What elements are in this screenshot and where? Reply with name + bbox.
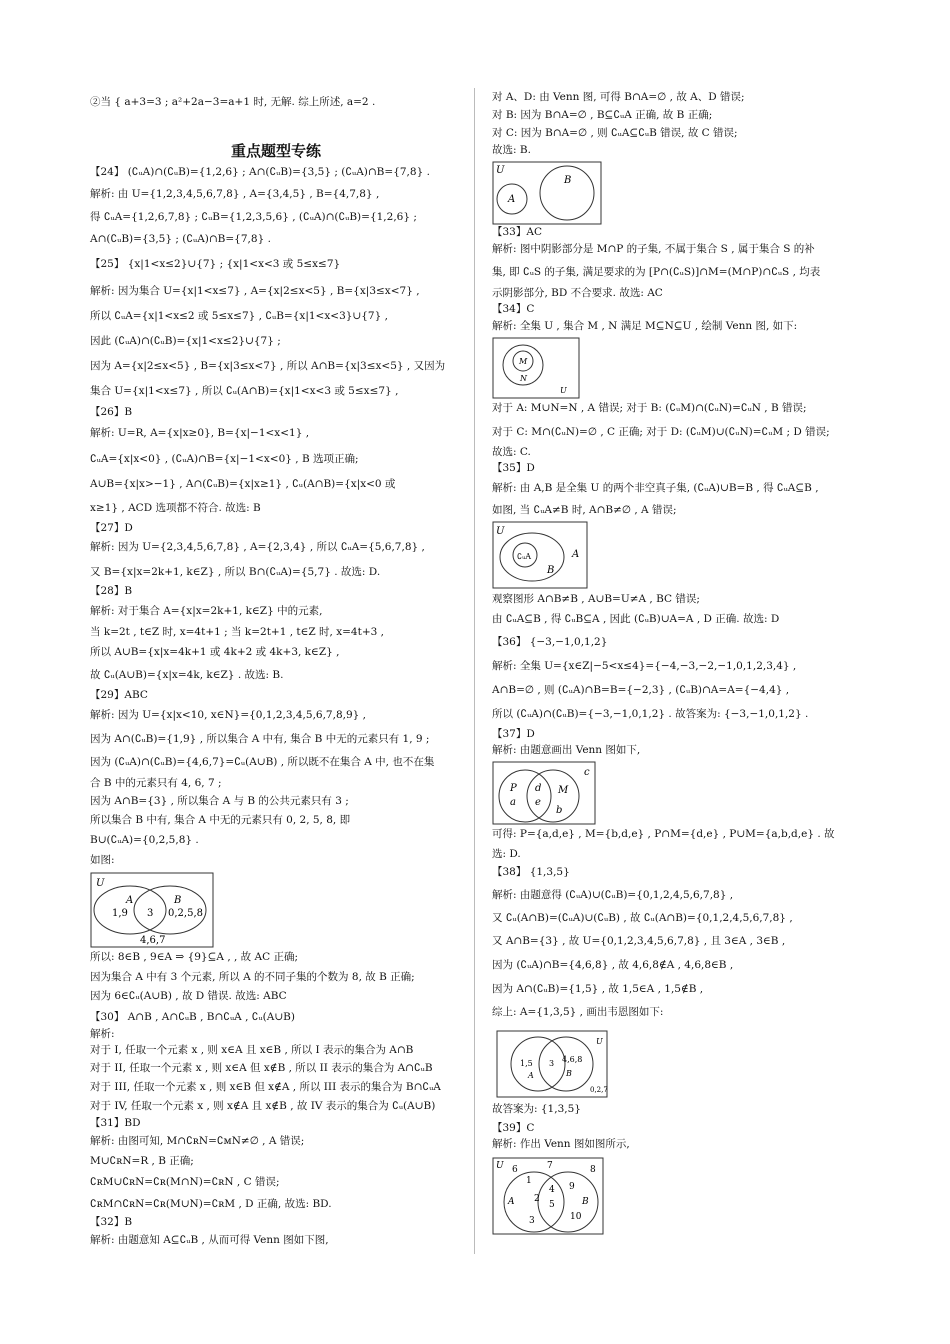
text-line: 因为 (∁ᵤA)∩B={4,6,8} , 故 4,6,8∉A , 4,6,8∈B , xyxy=(492,959,734,971)
text-line: 因为 A∩B={3} , 所以集合 A 与 B 的公共元素只有 3 ; xyxy=(90,795,349,807)
text-line: 解析: 因为 U={2,3,4,5,6,7,8} , A={2,3,4} , 所以 ∁ᵤA={5,6,7,8} , xyxy=(90,541,425,553)
venn37-m-label: M xyxy=(558,785,569,796)
text-line: A∩(∁ᵤB)={3,5} ; (∁ᵤA)∩B={7,8} . xyxy=(90,233,271,245)
venn-diagram-29 xyxy=(90,872,214,948)
text-line: 因为 A∩(∁ᵤB)={1,9} , 所以集合 A 中有, 集合 B 中无的元素只有 1, 9 ; xyxy=(90,733,430,745)
text-line: M∪∁ʀN=R , B 正确; xyxy=(90,1155,194,1167)
venn39-num-5: 5 xyxy=(549,1200,555,1210)
text-line: 对 A、D: 由 Venn 图, 可得 B∩A=∅ , 故 A、D 错误; xyxy=(492,91,745,103)
venn37-c-label: c xyxy=(584,767,590,778)
text-line: 【32】B xyxy=(90,1216,133,1228)
venn39-num-8: 8 xyxy=(590,1165,596,1175)
text-line: 所以集合 B 中有, 集合 A 中无的元素只有 0, 2, 5, 8, 即 xyxy=(90,814,351,826)
text-line: 解析: 由图可知, M∩∁ʀN=∁ᴍN≠∅ , A 错误; xyxy=(90,1135,305,1147)
text-line: 故 ∁ᵤ(A∪B)={x|x=4k, k∈Z} . 故选: B. xyxy=(90,669,284,681)
venn34-m-label: M xyxy=(519,357,528,366)
text-line: ②当 { a+3=3 ; a²+2a−3=a+1 时, 无解. 综上所述, a=2 . xyxy=(90,96,376,108)
venn-diagram-37 xyxy=(492,761,596,825)
text-line: 所以 ∁ᵤA={x|1<x≤2 或 5≤x≤7} , ∁ᵤB={x|1<x<3}∪{7} , xyxy=(90,310,388,322)
text-line: 因为 6∈∁ᵤ(A∪B) , 故 D 错误. 故选: ABC xyxy=(90,990,287,1002)
text-line: 因为集合 A 中有 3 个元素, 所以 A 的不同子集的个数为 8, 故 B 正确; xyxy=(90,971,415,983)
venn39-num-6: 6 xyxy=(512,1165,518,1175)
venn35-complement-a-label: ∁ᵤA xyxy=(517,552,532,561)
text-line: 所以 (∁ᵤA)∩(∁ᵤB)={−3,−1,0,1,2} . 故答案为: {−3,−1,0,1,2} . xyxy=(492,708,809,720)
text-line: 解析: 全集 U , 集合 M , N 满足 M⊆N⊆U , 绘制 Venn 图, 如下: xyxy=(492,320,798,332)
venn38-a-label: A xyxy=(528,1071,534,1080)
text-line: 解析: xyxy=(90,1028,115,1040)
text-line: 所以: 8∈B , 9∈A ⇒ {9}⊆A , , 故 AC 正确; xyxy=(90,951,299,963)
text-line: 【36】 {−3,−1,0,1,2} xyxy=(492,636,608,648)
venn37-e-label: e xyxy=(535,797,541,808)
venn38-u-label: U xyxy=(596,1037,603,1046)
text-line: 对于 A: M∪N=N , A 错误; 对于 B: (∁ᵤM)∩(∁ᵤN)=∁ᵤN , B 错误; xyxy=(492,402,807,414)
text-line: 【38】 {1,3,5} xyxy=(492,866,570,878)
venn38-intersection: 3 xyxy=(549,1059,555,1068)
text-line: 对 C: 因为 B∩A=∅ , 则 ∁ᵤA⊆∁ᵤB 错误, 故 C 错误; xyxy=(492,127,738,139)
venn29-b-only: 0,2,5,8 xyxy=(168,908,203,919)
text-line: 故答案为: {1,3,5} xyxy=(492,1103,581,1115)
venn32-a-label: A xyxy=(508,194,516,205)
venn38-a-only: 1,5 xyxy=(520,1059,533,1068)
venn37-d-label: d xyxy=(535,783,542,794)
venn39-num-4: 4 xyxy=(549,1185,555,1195)
text-line: 【26】B xyxy=(90,406,133,418)
venn38-b-only: 4,6,8 xyxy=(562,1055,583,1064)
venn38-b-label: B xyxy=(566,1069,572,1078)
venn35-b-label: B xyxy=(547,565,555,576)
text-line: A∪B={x|x>−1} , A∩(∁ᵤB)={x|x≥1} , ∁ᵤ(A∩B)={x|x<0 或 xyxy=(90,478,396,490)
text-line: 合 B 中的元素只有 4, 6, 7 ; xyxy=(90,777,222,789)
text-line: ∁ʀM∪∁ʀN=∁ʀ(M∩N)=∁ʀN , C 错误; xyxy=(90,1176,280,1188)
text-line: x≥1} , ACD 选项都不符合. 故选: B xyxy=(90,502,261,514)
text-line: 因此 (∁ᵤA)∩(∁ᵤB)={x|1<x≤2}∪{7} ; xyxy=(90,335,281,347)
venn39-num-7: 7 xyxy=(547,1161,553,1171)
venn-diagram-34 xyxy=(492,337,580,399)
venn29-a-label: A xyxy=(126,895,134,906)
text-line: 综上: A={1,3,5} , 画出韦恩图如下: xyxy=(492,1006,664,1018)
text-line: 解析: U=R, A={x|x≥0}, B={x|−1<x<1} , xyxy=(90,427,310,439)
venn29-a-only: 1,9 xyxy=(112,908,128,919)
venn39-num-3: 3 xyxy=(529,1216,535,1226)
text-line: 【37】D xyxy=(492,728,535,740)
text-line: 又 ∁ᵤ(A∩B)=(∁ᵤA)∪(∁ᵤB) , 故 ∁ᵤ(A∩B)={0,1,2,4,5,6,7,8} , xyxy=(492,912,793,924)
section-title: 重点题型专练 xyxy=(230,142,321,160)
text-line: ∁ʀM∩∁ʀN=∁ʀ(M∪N)=∁ʀM , D 正确, 故选: BD. xyxy=(90,1198,332,1210)
text-line: 选: D. xyxy=(492,848,521,860)
text-line: 因为 A∩(∁ᵤB)={1,5} , 故 1,5∈A , 1,5∉B , xyxy=(492,983,704,995)
text-line: 【25】 {x|1<x≤2}∪{7} ; {x|1<x<3 或 5≤x≤7} xyxy=(90,258,341,270)
text-line: 【39】C xyxy=(492,1122,535,1134)
text-line: 因为 (∁ᵤA)∩(∁ᵤB)={4,6,7}=∁ᵤ(A∪B) , 所以既不在集合 A 中, 也不在集 xyxy=(90,756,435,768)
text-line: 由 ∁ᵤA⊆B , 得 ∁ᵤB⊆A , 因此 (∁ᵤB)∪A=A , D 正确. 故选: D xyxy=(492,613,780,625)
text-line: 可得: P={a,d,e} , M={b,d,e} , P∩M={d,e} , P∪M={a,b,d,e} . 故 xyxy=(492,828,835,840)
text-line: 解析: 因为集合 U={x|1<x≤7} , A={x|2≤x<5} , B={x|3≤x<7} , xyxy=(90,285,420,297)
venn-diagram-32 xyxy=(492,161,602,225)
venn29-u-label: U xyxy=(96,878,105,889)
venn37-a-label: a xyxy=(510,797,516,808)
text-line: 【33】AC xyxy=(492,226,542,238)
text-line: 【29】ABC xyxy=(90,689,148,701)
venn39-num-10: 10 xyxy=(570,1212,582,1222)
venn-diagram-38 xyxy=(496,1030,608,1098)
text-line: 如图: xyxy=(90,854,115,866)
text-line: 又 A∩B={3} , 故 U={0,1,2,3,4,5,6,7,8} , 且 3∈A , 3∈B , xyxy=(492,935,786,947)
venn39-u-label: U xyxy=(496,1161,504,1171)
venn29-intersection: 3 xyxy=(147,908,154,919)
venn-diagram-39 xyxy=(492,1157,604,1235)
text-line: 当 k=2t , t∈Z 时, x=4t+1 ; 当 k=2t+1 , t∈Z 时, x=4t+3 , xyxy=(90,626,384,638)
venn38-outside: 0,2,7 xyxy=(590,1086,608,1094)
venn39-num-1: 1 xyxy=(526,1176,532,1186)
venn-diagram-35 xyxy=(492,521,588,589)
text-line: 又 B={x|x=2k+1, k∈Z} , 所以 B∩(∁ᵤA)={5,7} . 故选: D. xyxy=(90,566,381,578)
text-line: A∩B=∅ , 则 (∁ᵤA)∩B=B={−2,3} , (∁ᵤB)∩A=A={−4,4} , xyxy=(492,684,790,696)
text-line: 观察图形 A∩B≠B , A∪B=U≠A , BC 错误; xyxy=(492,593,700,605)
text-line: 解析: 由 U={1,2,3,4,5,6,7,8} , A={3,4,5} , B={4,7,8} , xyxy=(90,188,380,200)
text-line: 解析: 由题意画出 Venn 图如下, xyxy=(492,744,641,756)
text-line: 故选: C. xyxy=(492,446,531,458)
venn32-b-label: B xyxy=(564,175,572,186)
text-line: 对于 III, 任取一个元素 x , 则 x∈B 但 x∉A , 所以 III 表示的集合为 B∩∁ᵤA xyxy=(90,1081,441,1093)
venn35-a-label: A xyxy=(572,549,580,560)
text-line: ∁ᵤA={x|x<0} , (∁ᵤA)∩B={x|−1<x<0} , B 选项正确; xyxy=(90,453,359,465)
text-line: 【24】 (∁ᵤA)∩(∁ᵤB)={1,2,6} ; A∩(∁ᵤB)={3,5} ; (∁ᵤA)∩B={7,8} . xyxy=(90,166,430,178)
text-line: 解析: 因为 U={x|x<10, x∈N}={0,1,2,3,4,5,6,7,8,9} , xyxy=(90,709,366,721)
text-line: 所以 A∪B={x|x=4k+1 或 4k+2 或 4k+3, k∈Z} , xyxy=(90,646,340,658)
text-line: 解析: 由 A,B 是全集 U 的两个非空真子集, (∁ᵤA)∪B=B , 得 ∁ᵤA⊆B , xyxy=(492,482,819,494)
text-line: 对 B: 因为 B∩A=∅ , B⊆∁ᵤA 正确, 故 B 正确; xyxy=(492,109,713,121)
text-line: 【31】BD xyxy=(90,1117,141,1129)
venn29-b-label: B xyxy=(174,895,182,906)
venn39-num-9: 9 xyxy=(569,1182,575,1192)
venn39-a-label: A xyxy=(508,1197,515,1207)
text-line: B∪(∁ᵤA)={0,2,5,8} . xyxy=(90,834,199,846)
venn37-p-label: P xyxy=(510,783,517,794)
text-line: 集, 即 ∁ᵤS 的子集, 满足要求的为 [P∩(∁ᵤS)]∩M=(M∩P)∩∁ᵤS , 均表 xyxy=(492,266,821,278)
text-line: 【34】C xyxy=(492,303,535,315)
text-line: 解析: 由题意得 (∁ᵤA)∪(∁ᵤB)={0,1,2,4,5,6,7,8} , xyxy=(492,889,734,901)
text-line: 解析: 图中阴影部分是 M∩P 的子集, 不属于集合 S , 属于集合 S 的补 xyxy=(492,243,815,255)
venn35-u-label: U xyxy=(496,526,505,537)
text-line: 示阴影部分, BD 不合要求. 故选: AC xyxy=(492,287,663,299)
venn39-num-2: 2 xyxy=(534,1194,540,1204)
text-line: 故选: B. xyxy=(492,144,531,156)
text-line: 【27】D xyxy=(90,522,133,534)
text-line: 集合 U={x|1<x≤7} , 所以 ∁ᵤ(A∩B)={x|1<x<3 或 5≤x≤7} , xyxy=(90,385,399,397)
text-line: 对于 C: M∩(∁ᵤN)=∅ , C 正确; 对于 D: (∁ᵤM)∪(∁ᵤN)=∁ᵤM ; D 错误; xyxy=(492,426,830,438)
column-divider xyxy=(474,88,475,1254)
text-line: 如图, 当 ∁ᵤA≠B 时, A∩B≠∅ , A 错误; xyxy=(492,504,677,516)
venn37-b-label: b xyxy=(556,805,563,816)
text-line: 因为 A={x|2≤x<5} , B={x|3≤x<7} , 所以 A∩B={x|3≤x<5} , 又因为 xyxy=(90,360,446,372)
venn29-outside: 4,6,7 xyxy=(140,935,166,946)
venn32-u-label: U xyxy=(496,165,505,176)
text-line: 【35】D xyxy=(492,462,535,474)
text-line: 解析: 作出 Venn 图如图所示, xyxy=(492,1138,630,1150)
text-line: 对于 IV, 任取一个元素 x , 则 x∉A 且 x∉B , 故 IV 表示的集合为 ∁ᵤ(A∪B) xyxy=(90,1100,436,1112)
text-line: 【30】 A∩B , A∩∁ᵤB , B∩∁ᵤA , ∁ᵤ(A∪B) xyxy=(90,1011,295,1023)
venn34-u-label: U xyxy=(560,386,567,395)
text-line: 【28】B xyxy=(90,585,133,597)
text-line: 得 ∁ᵤA={1,2,6,7,8} ; ∁ᵤB={1,2,3,5,6} , (∁ᵤA)∩(∁ᵤB)={1,2,6} ; xyxy=(90,211,417,223)
text-line: 对于 II, 任取一个元素 x , 则 x∈A 但 x∉B , 所以 II 表示的集合为 A∩∁ᵤB xyxy=(90,1062,433,1074)
venn34-n-label: N xyxy=(520,374,527,383)
text-line: 解析: 由题意知 A⊆∁ᵤB , 从而可得 Venn 图如下图, xyxy=(90,1234,329,1246)
text-line: 解析: 全集 U={x∈Z|−5<x≤4}={−4,−3,−2,−1,0,1,2,3,4} , xyxy=(492,660,797,672)
text-line: 解析: 对于集合 A={x|x=2k+1, k∈Z} 中的元素, xyxy=(90,605,323,617)
venn39-b-label: B xyxy=(582,1197,589,1207)
text-line: 对于 I, 任取一个元素 x , 则 x∈A 且 x∈B , 所以 I 表示的集合为 A∩B xyxy=(90,1044,414,1056)
